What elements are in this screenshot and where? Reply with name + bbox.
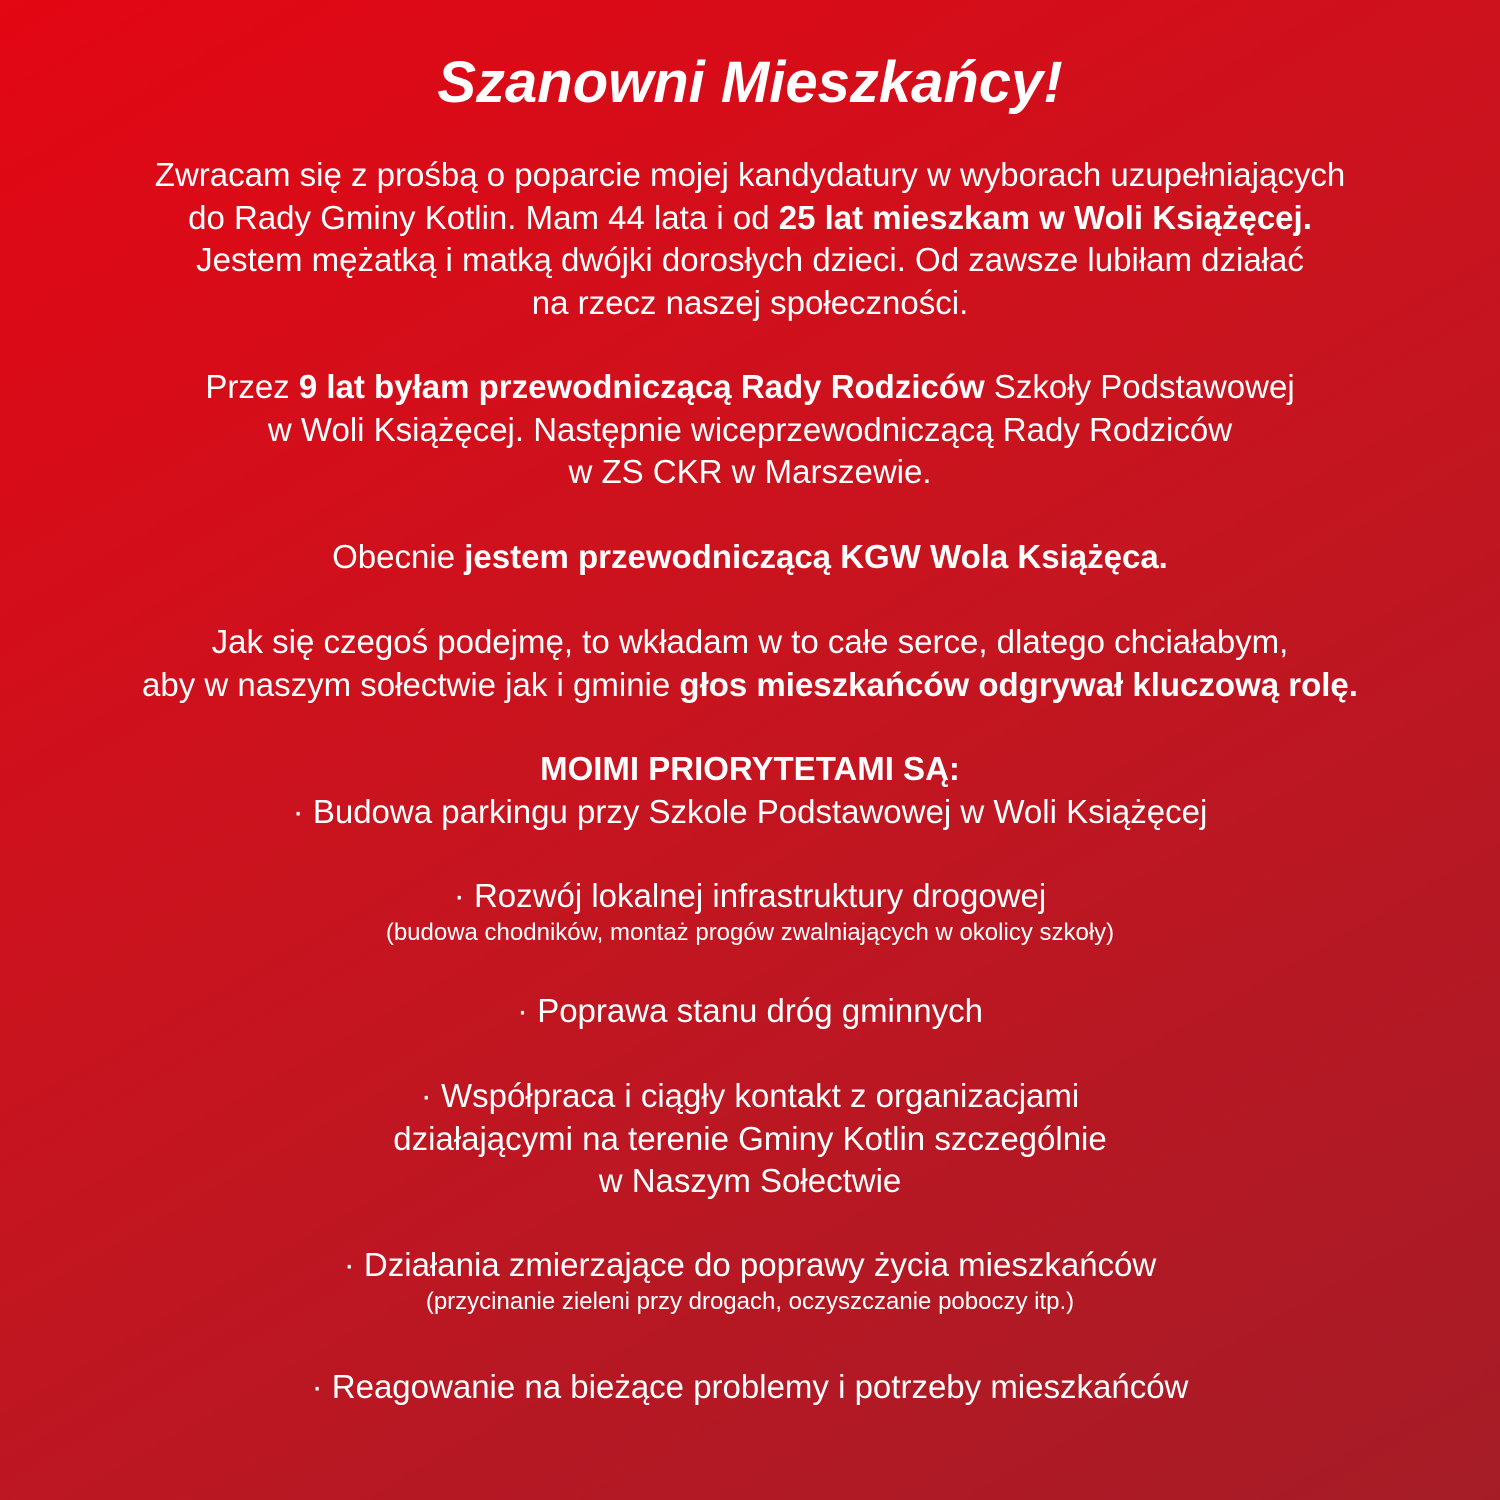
priority-cooperation-line-1: · Współpraca i ciągły kontakt z organizacjami: [420, 1077, 1080, 1114]
priority-responsiveness-label: · Reagowanie na bieżące problemy i potrzeby mieszkańców: [311, 1368, 1189, 1405]
priority-cooperation-line-3: w Naszym Sołectwie: [598, 1162, 902, 1199]
experience-line-2: w Woli Książęcej. Następnie wiceprzewodniczącą Rady Rodziców: [267, 410, 1233, 448]
intro-line-4: na rzecz naszej społeczności.: [531, 283, 969, 321]
priority-item-responsiveness: [0, 1366, 1500, 1409]
priority-infrastructure-note: (budowa chodników, montaż progów zwalniających w okolicy szkoły): [385, 918, 1115, 946]
priority-item-roads: [0, 990, 1500, 1033]
motivation-line-2-start: aby w naszym sołectwie jak i gminie: [142, 665, 680, 703]
priority-item-parking: · Budowa parkingu przy Szkole Podstawowej w Woli Książęcej: [292, 792, 1208, 830]
intro-residence-highlight: 25 lat mieszkam w Woli Książęcej.: [778, 198, 1312, 236]
experience-highlight: 9 lat byłam przewodniczącą Rady Rodziców: [298, 368, 985, 405]
motivation-line-2: [0, 664, 1500, 707]
intro-line-2-text: do Rady Gminy Kotlin. Mam 44 lata i od: [188, 198, 779, 236]
current-role-highlight: jestem przewodniczącą KGW Wola Książęca.: [464, 538, 1168, 575]
experience-paragraph: [0, 366, 1500, 494]
priority-cooperation-line-2: działającymi na terenie Gminy Kotlin szczególnie: [393, 1119, 1107, 1157]
intro-line-1: Zwracam się z prośbą o poparcie mojej kandydatury w wyborach uzupełniających: [154, 156, 1346, 193]
priority-living-label: · Działania zmierzające do poprawy życia mieszkańców: [343, 1246, 1157, 1283]
motivation-paragraph: [0, 621, 1500, 706]
current-role-paragraph: [0, 536, 1500, 579]
intro-paragraph: [0, 154, 1500, 324]
priorities-heading: MOIMI PRIORYTETAMI SĄ:: [540, 750, 960, 787]
page-title: Szanowni Mieszkańcy!: [437, 50, 1063, 115]
priority-item-infrastructure: [0, 875, 1500, 948]
intro-line-3: Jestem mężatką i matką dwójki dorosłych dzieci. Od zawsze lubiłam działać: [196, 241, 1304, 278]
intro-line-2: [0, 197, 1500, 240]
current-role-line: [0, 536, 1500, 579]
experience-line-1-start: Przez: [205, 368, 299, 405]
experience-line-3: w ZS CKR w Marszewie.: [568, 453, 932, 490]
priority-roads-label: · Poprawa stanu dróg gminnych: [517, 992, 983, 1029]
experience-line-1-end: Szkoły Podstawowej: [984, 368, 1295, 405]
priority-infrastructure-label: · Rozwój lokalnej infrastruktury drogowej: [453, 877, 1047, 914]
priority-item-living-conditions: [0, 1244, 1500, 1317]
motivation-highlight: głos mieszkańców odgrywał kluczową rolę.: [679, 665, 1358, 703]
current-role-start: Obecnie: [332, 538, 465, 575]
motivation-line-1: Jak się czegoś podejmę, to wkładam w to całe serce, dlatego chciałabym,: [211, 623, 1289, 660]
priority-living-note: (przycinanie zieleni przy drogach, oczyszczanie poboczy itp.): [425, 1287, 1075, 1315]
experience-line-1: [0, 366, 1500, 409]
priorities-section: [0, 748, 1500, 833]
priority-item-cooperation: [0, 1075, 1500, 1203]
